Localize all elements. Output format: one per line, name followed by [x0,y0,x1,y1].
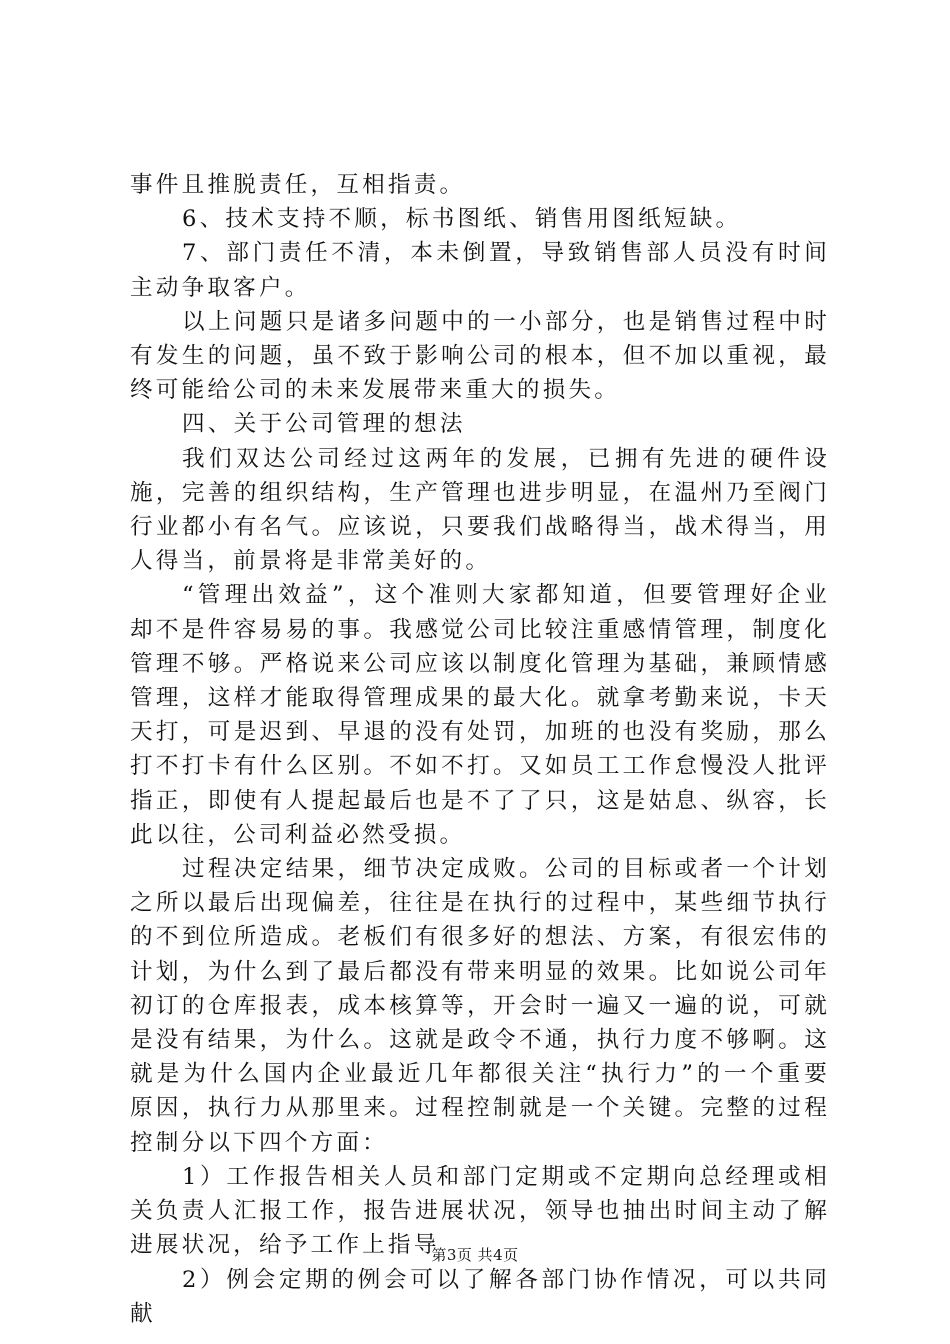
paragraph-10: 2）例会定期的例会可以了解各部门协作情况，可以共同献 [130,1266,830,1327]
paragraph-4: 以上问题只是诸多问题中的一小部分，也是销售过程中时有发生的问题，虽不致于影响公司的根本，但不加以重视，最终可能给公司的未来发展带来重大的损失。 [130,308,830,404]
paragraph-7: “管理出效益”，这个准则大家都知道，但要管理好企业却不是件容易易的事。我感觉公司比较注重感情管理，制度化管理不够。严格说来公司应该以制度化管理为基础，兼顾情感管理，这样才能取得管理成果的最大化。就拿考勤来说，卡天天打，可是迟到、早退的没有处罚，加班的也没有奖励，那么打不打卡有什么区别。不如不打。又如员工工作怠慢没人批评指正，即使有人提起最后也是不了了只，这是姑息、纵容，长此以往，公司利益必然受损。 [130,582,830,848]
paragraph-8: 过程决定结果，细节决定成败。公司的目标或者一个计划之所以最后出现偏差，往往是在执行的过程中，某些细节执行的不到位所造成。老板们有很多好的想法、方案，有很宏伟的计划，为什么到了最后都没有带来明显的效果。比如说公司年初订的仓库报表，成本核算等，开会时一遍又一遍的说，可就是没有结果，为什么。这就是政令不通，执行力度不够啊。这就是为什么国内企业最近几年都很关注“执行力”的一个重要原因，执行力从那里来。过程控制就是一个关键。完整的过程控制分以下四个方面： [130,856,830,1156]
paragraph-3: 7、部门责任不清，本未倒置，导致销售部人员没有时间主动争取客户。 [130,240,830,301]
body-text [130,168,830,1331]
page-footer: 第3页 共4页 [431,1246,519,1264]
paragraph-2: 6、技术支持不顺，标书图纸、销售用图纸短缺。 [182,206,742,233]
paragraph-6: 我们双达公司经过这两年的发展，已拥有先进的硬件设施，完善的组织结构，生产管理也进步明显，在温州乃至阀门行业都小有名气。应该说，只要我们战略得当，战术得当，用人得当，前景将是非常美好的。 [130,445,830,575]
paragraph-1: 事件且推脱责任，互相指责。 [130,172,466,198]
section-heading: 四、关于公司管理的想法 [182,411,466,438]
paragraph-9: 1）工作报告相关人员和部门定期或不定期向总经理或相关负责人汇报工作，报告进展状况，领导也抽出时间主动了解进展状况，给予工作上指导 [130,1163,830,1259]
